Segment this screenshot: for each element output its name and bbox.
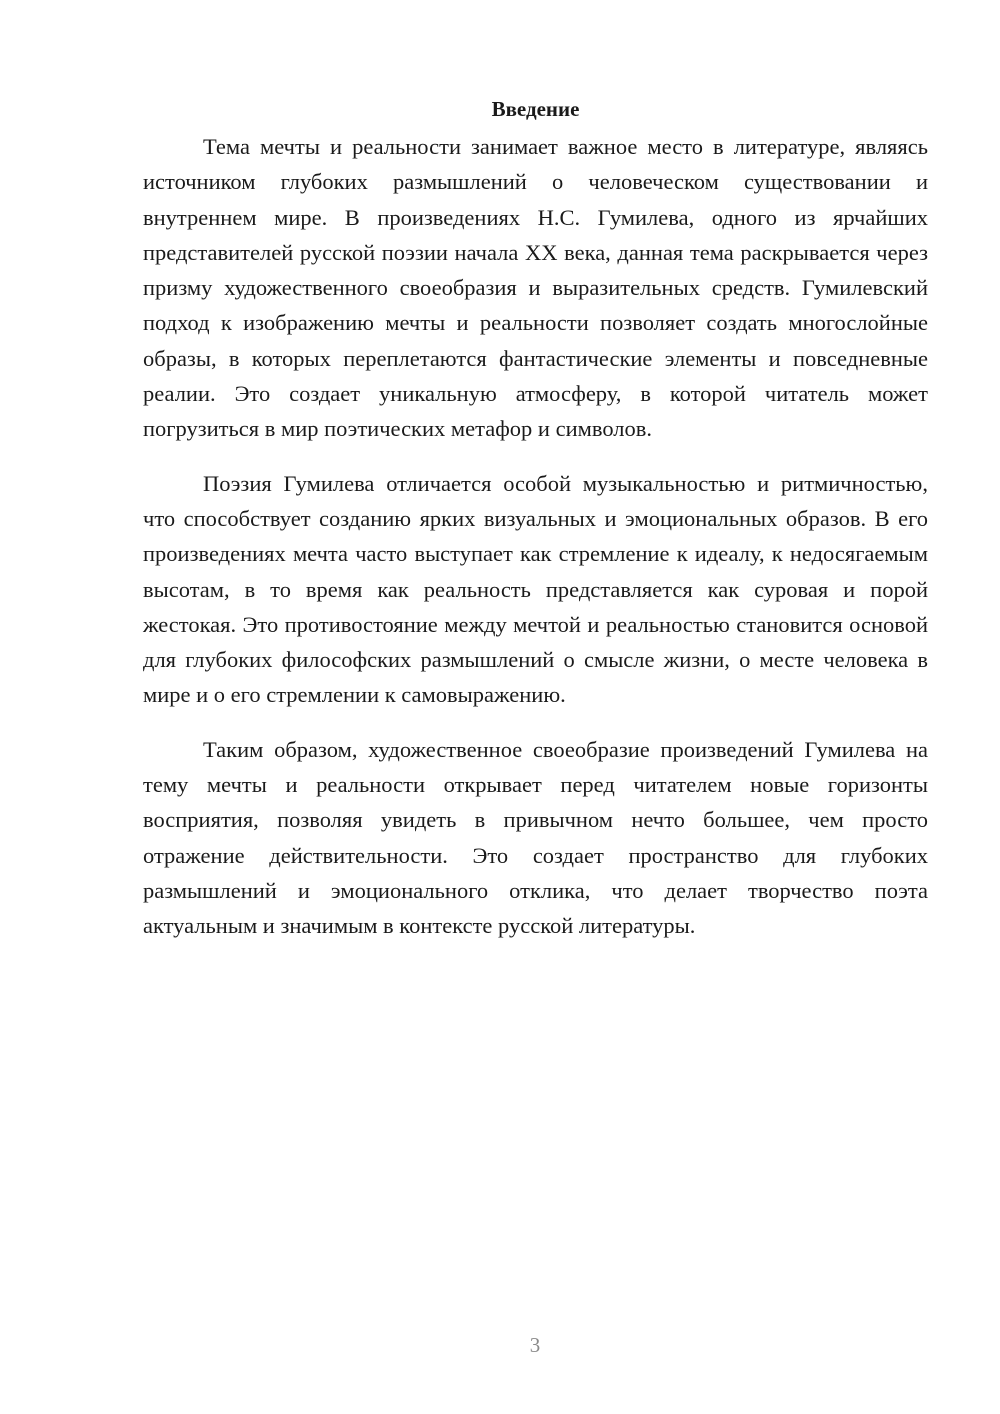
section-heading: Введение <box>491 97 580 121</box>
paragraph-1: Тема мечты и реальности занимает важное место в литературе, являясь источником глубоких размышлений о человеческом существовании и внутреннем мире. В произведениях Н.С. Гумилева, одного из ярчайших представителей русской поэзии начала XX века, данная тема раскрывается через призму художественного своеобразия и выразительных средств. Гумилевский подход к изображению мечты и реальности позволяет создать многослойные образы, в которых переплетаются фантастические элементы и повседневные реалии. Это создает уникальную атмосферу, в которой читатель может погрузиться в мир поэтических метафор и символов. <box>143 134 928 442</box>
paragraph-3: Таким образом, художественное своеобразие произведений Гумилева на тему мечты и реальности открывает перед читателем новые горизонты восприятия, позволяя увидеть в привычном нечто большее, чем просто отражение действительности. Это создает пространство для глубоких размышлений и эмоционального отклика, что делает творчество поэта актуальным и значимым в контексте русской литературы. <box>143 736 928 939</box>
page-number: 3 <box>529 1333 541 1357</box>
paragraph-2: Поэзия Гумилева отличается особой музыкальностью и ритмичностью, что способствует созданию ярких визуальных и эмоциональных образов. В его произведениях мечта часто выступает как стремление к идеалу, к недосягаемым высотам, в то время как реальность представляется как суровая и порой жестокая. Это противостояние между мечтой и реальностью становится основой для глубоких философских размышлений о смысле жизни, о месте человека в мире и о его стремлении к самовыражению. <box>143 470 928 708</box>
document-page <box>143 92 928 963</box>
